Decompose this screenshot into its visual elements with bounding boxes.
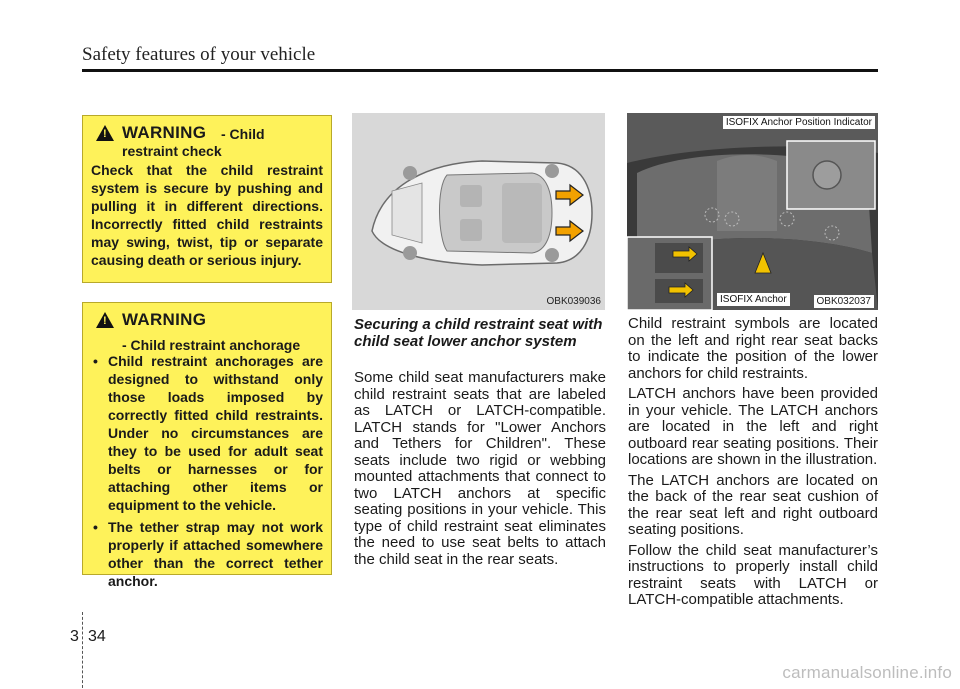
warning-bullet-item: • Child restraint anchorages are designed to withstand only those loads imposed by correctly fitted child restraints. Under no circumstances are they to be used for adult seat belts or harnesses or for attaching other items or equipment to the vehicle.: [91, 352, 323, 514]
figure-car-top-view: [352, 113, 605, 310]
footer-divider: [82, 612, 84, 688]
watermark: carmanualsonline.info: [782, 663, 952, 682]
warning-subtitle: - Child: [221, 126, 265, 142]
header-rule: [82, 69, 878, 72]
figure-code: OBK032037: [814, 295, 875, 308]
page-number: 34: [88, 628, 106, 645]
warning-heading: [96, 310, 326, 353]
warning-triangle-icon: [96, 125, 114, 141]
warning-subtitle: - Child restraint anchorage: [122, 337, 301, 353]
body-paragraph: Some child seat manufacturers make child restraint seats that are labeled as LATCH or LATCH-compatible. LATCH stands for "Lower Anchors and Tethers for Children". These seats include two rigid or webbing mounted attachments that connect to two LATCH anchors at specific seating positions in your vehicle. This type of child restraint seat eliminates the need to use seat belts to attach the child seat in the rear seats.: [354, 369, 606, 568]
warning-triangle-icon: [96, 312, 114, 328]
warning-subtitle-continued: restraint check: [122, 143, 222, 159]
warning-body: Check that the child restraint system is secure by pushing and pulling it in different directions. Incorrectly fitted child restraints may swing, twist, tip or separate causing death or serious injury.: [91, 162, 323, 268]
warning-word: WARNING: [122, 310, 207, 329]
chapter-number: 3: [70, 628, 79, 645]
rear-seat-illustration: [627, 113, 878, 310]
body-paragraph: Follow the child seat manufacturer’s instructions to properly install child restraint seats with LATCH or LATCH-compatible attachments.: [628, 541, 878, 608]
body-paragraph: LATCH anchors have been provided in your vehicle. The LATCH anchors are located in the left and right outboard rear seating positions. Their locations are shown in the illustration.: [628, 385, 878, 468]
warning-box-restraint-anchorage: [82, 302, 332, 589]
warning-bullet-list: [91, 352, 323, 594]
warning-word: WARNING: [122, 123, 207, 142]
right-column-text: [628, 316, 878, 613]
car-top-view-illustration: [352, 113, 605, 310]
callout-anchor-position-indicator: ISOFIX Anchor Position Indicator: [723, 116, 875, 129]
warning-heading: [96, 123, 326, 159]
callout-isofix-anchor: ISOFIX Anchor: [717, 293, 790, 306]
body-paragraph: The LATCH anchors are located on the back of the rear seat cushion of the rear seat left and right outboard seating positions.: [628, 471, 878, 538]
figure-code: OBK039036: [546, 296, 601, 307]
section-subheading: Securing a child restraint seat with child seat lower anchor system: [354, 316, 603, 350]
page-header-title: Safety features of your vehicle: [82, 44, 316, 65]
figure-rear-seat-anchors: [627, 113, 878, 310]
body-paragraph: Child restraint symbols are located on the left and right rear seat backs to indicate the position of the lower anchors for child restraints.: [628, 315, 878, 382]
warning-bullet-item: • The tether strap may not work properly if attached somewhere other than the correct tether anchor.: [91, 518, 323, 590]
warning-box-restraint-check: [82, 115, 332, 283]
